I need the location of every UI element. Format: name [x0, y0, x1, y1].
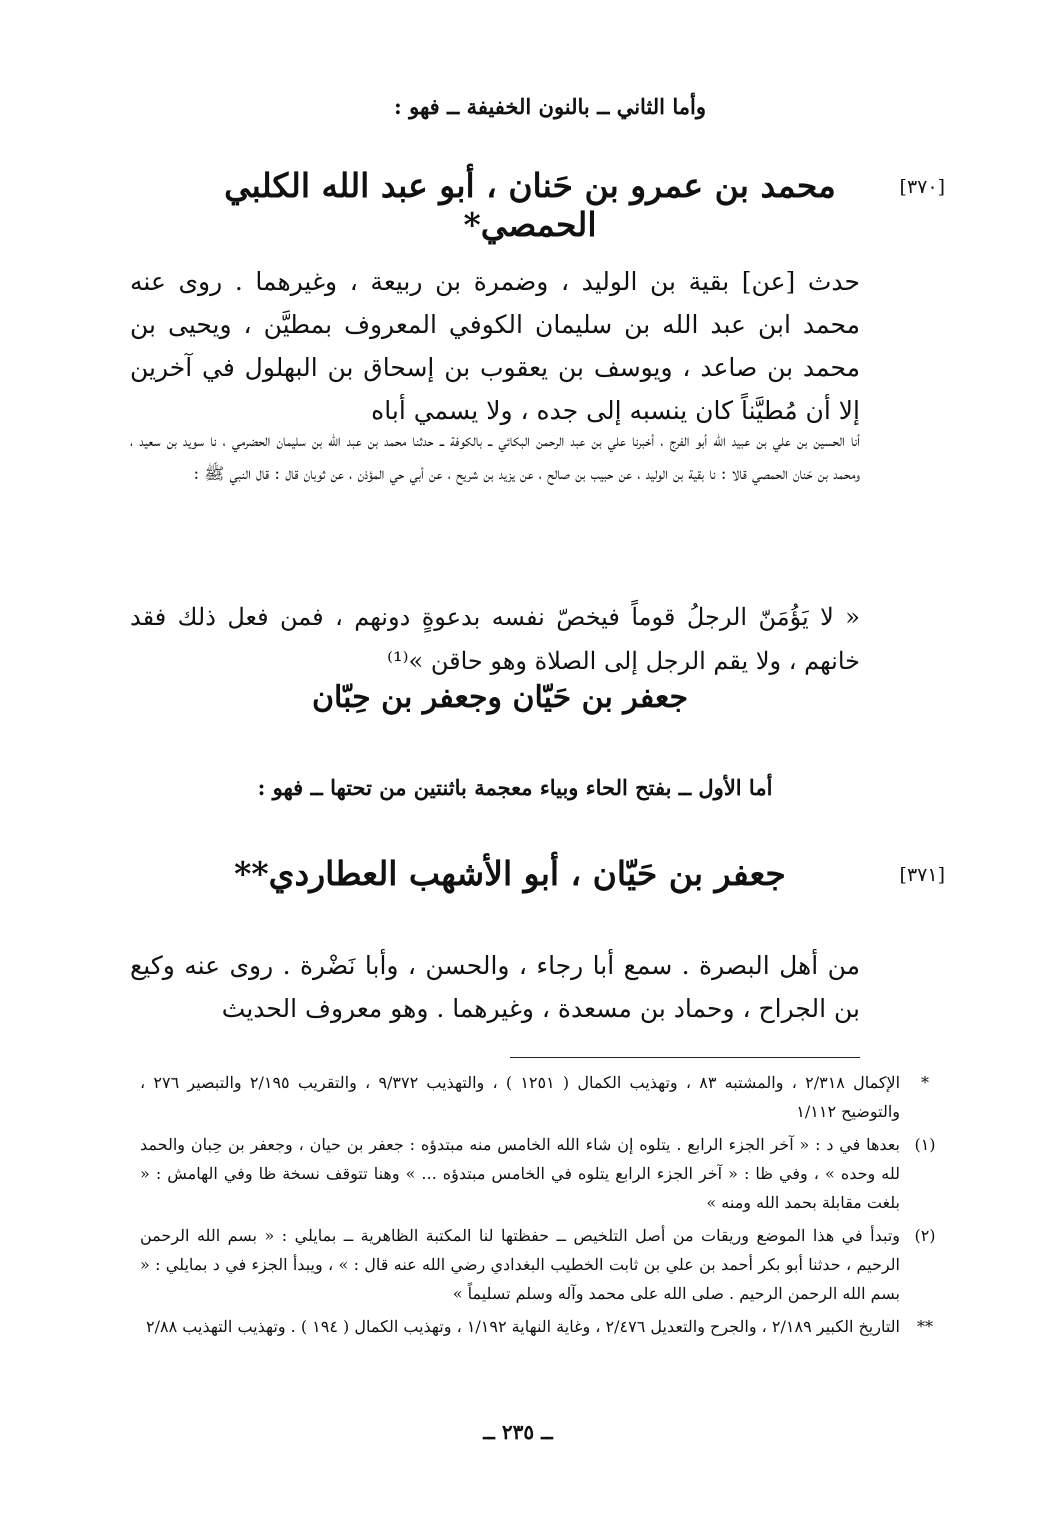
- footnote-text: التاريخ الكبير ٢/١٨٩ ، والجرح والتعديل ٢/٤٧٦ ، وغاية النهاية ١/١٩٢ ، وتهذيب الكمال ( ١٩٤ ) . وتهذيب التهذيب ٢/٨٨: [146, 1317, 900, 1336]
- isnad-text: أنا الحسين بن علي بن عبيد الله أبو الفرج ، أخبرنا علي بن عبد الرحمن البكائي ــ بالكوفة ــ حدثنا محمد بن عبد الله بن سليمان الحضرمي ، نا سويد بن سعيد ، ومحمد بن حَنان الحمصي قالا : نا بقية بن الوليد ، عن حبيب بن صالح ، عن يزيد بن شريح ، عن أبي حي المؤذن ، عن ثوبان قال : قال النبي ﷺ :: [130, 431, 860, 483]
- entry-body-370: حدث [عن] بقية بن الوليد ، وضمرة بن ربيعة ، وغيرهما . روى عنه محمد ابن عبد الله بن سليمان الكوفي المعروف بمطيَّن ، ويحيى بن محمد بن صاعد ، ويوسف بن يعقوب بن إسحاق بن البهلول في آخرين إلا أن مُطيَّناً كان ينسبه إلى جده ، ولا يسمي أباه: [130, 267, 860, 425]
- footnote-2: [140, 1221, 950, 1308]
- footnote-mark: (٢): [914, 1226, 936, 1245]
- section-intro-first: أما الأول ــ بفتح الحاء وبياء معجمة باثنتين من تحتها ــ فهو :: [257, 775, 773, 800]
- entry-title-371: جعفر بن حَيّان ، أبو الأشهب العطاردي**: [234, 854, 786, 893]
- entry-title-370: محمد بن عمرو بن حَنان ، أبو عبد الله الكلبي الحمصي*: [224, 166, 836, 244]
- section-intro-nun: وأما الثاني ــ بالنون الخفيفة ــ فهو :: [394, 94, 706, 119]
- footnote-divider: [510, 1057, 860, 1058]
- footnote-mark: (١): [914, 1135, 936, 1154]
- footnote-1: [140, 1130, 950, 1217]
- page-number: ــ ٢٣٥ ــ: [483, 1420, 553, 1444]
- footnote-text: وتبدأ في هذا الموضع وريقات من أصل التلخيص ــ حفظتها لنا المكتبة الظاهرية ــ بمايلي : « بسم الله الرحمن الرحيم ، حدثنا أبو بكر أحمد بن علي بن ثابت الخطيب البغدادي رضي الله عنه قال : » ، ويبدأ الجزء في د بمايلي : « بسم الله الرحمن الرحيم . صلى الله على محمد وآله وسلم تسليماً »: [140, 1226, 900, 1303]
- footnote-mark: *: [921, 1073, 929, 1092]
- entry-body-371: من أهل البصرة . سمع أبا رجاء ، والحسن ، وأبا نَضْرة . روى عنه وكيع بن الجراح ، وحماد بن مسعدة ، وغيرهما . وهو معروف الحديث: [130, 951, 860, 1023]
- entry-number-370: [٣٧٠]: [899, 176, 945, 198]
- entry-number-371: [٣٧١]: [899, 864, 945, 886]
- section-title-jafar: جعفر بن حَيّان وجعفر بن حِبّان: [311, 680, 689, 715]
- footnote-mark: **: [917, 1317, 933, 1336]
- footnote-double-star: [140, 1312, 950, 1341]
- footnotes: [140, 1068, 950, 1341]
- footnote-text: بعدها في د : « آخر الجزء الرابع . يتلوه إن شاء الله الخامس منه مبتدؤه : جعفر بن حيان ، وجعفر بن حِبان والحمد لله وحده » ، وفي ظا : « آخر الجزء الرابع يتلوه في الخامس مبتدؤه ... » وهنا تتوقف نسخة ظا وفي الهامش : « بلغت مقابلة بحمد الله ومنه »: [140, 1135, 900, 1212]
- footnote-star: [140, 1068, 950, 1126]
- footnote-text: الإكمال ٢/٣١٨ ، والمشتبه ٨٣ ، وتهذيب الكمال ( ١٢٥١ ) ، والتهذيب ٩/٣٧٢ ، والتقريب ٢/١٩٥ والتبصير ٢٧٦ ، والتوضيح ١/١١٢: [140, 1073, 901, 1121]
- hadith-text: « لا يَؤُمَنّ الرجلُ قوماً فيخصّ نفسه بدعوةٍ دونهم ، فمن فعل ذلك فقد خانهم ، ولا يقم الرجل إلى الصلاة وهو حاقن »⁽¹⁾: [130, 603, 860, 675]
